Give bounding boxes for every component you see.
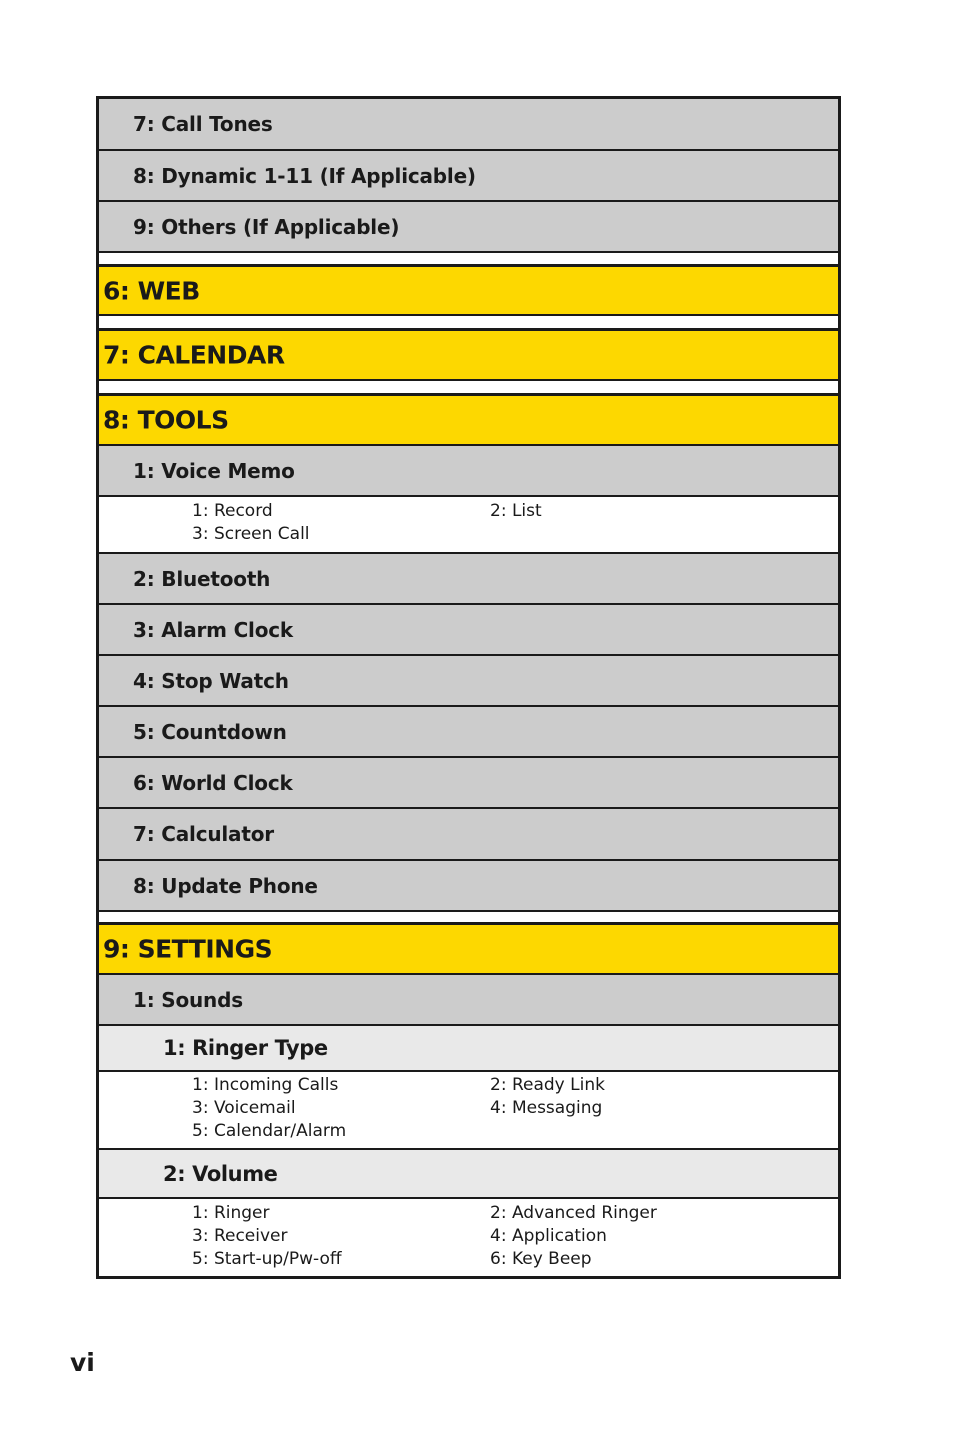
option-calendar-alarm: 5: Calendar/Alarm xyxy=(192,1121,347,1141)
option-receiver: 3: Receiver xyxy=(192,1226,288,1246)
menu-item-label: 3: Alarm Clock xyxy=(133,617,294,642)
menu-item-others xyxy=(99,202,838,253)
menu-item-world-clock xyxy=(99,758,838,809)
menu-item-label: 7: Call Tones xyxy=(133,112,273,136)
page-number: vi xyxy=(70,1348,95,1377)
option-record: 1: Record xyxy=(192,501,273,521)
section-tools xyxy=(99,393,838,446)
submenu-volume xyxy=(99,1150,838,1199)
submenu-ringer-type xyxy=(99,1026,838,1072)
option-screen-call: 3: Screen Call xyxy=(192,524,310,544)
option-ready-link: 2: Ready Link xyxy=(490,1075,605,1095)
menu-map xyxy=(96,96,841,1279)
option-messaging: 4: Messaging xyxy=(490,1098,603,1118)
voice-memo-options xyxy=(99,497,838,554)
menu-item-countdown xyxy=(99,707,838,758)
section-title: 9: SETTINGS xyxy=(103,934,273,964)
option-incoming-calls: 1: Incoming Calls xyxy=(192,1075,339,1095)
section-title: 7: CALENDAR xyxy=(103,340,285,370)
menu-item-label: 9: Others (If Applicable) xyxy=(133,214,400,239)
menu-item-voice-memo xyxy=(99,446,838,497)
menu-item-label: 5: Countdown xyxy=(133,719,287,744)
menu-item-label: 2: Bluetooth xyxy=(133,566,271,591)
submenu-label: 1: Ringer Type xyxy=(163,1036,328,1060)
section-title: 8: TOOLS xyxy=(103,405,229,435)
menu-item-dynamic xyxy=(99,151,838,202)
menu-item-label: 1: Sounds xyxy=(133,987,243,1012)
menu-item-sounds xyxy=(99,975,838,1026)
section-calendar xyxy=(99,328,838,381)
menu-item-update-phone xyxy=(99,861,838,912)
section-title: 6: WEB xyxy=(103,276,200,305)
submenu-label: 2: Volume xyxy=(163,1161,278,1186)
ringer-type-options xyxy=(99,1072,838,1150)
option-start-up-pw-off: 5: Start-up/Pw-off xyxy=(192,1249,342,1269)
menu-item-call-tones xyxy=(99,99,838,151)
option-key-beep: 6: Key Beep xyxy=(490,1249,592,1269)
menu-item-label: 8: Update Phone xyxy=(133,873,318,898)
menu-item-calculator xyxy=(99,809,838,861)
menu-item-label: 6: World Clock xyxy=(133,770,293,795)
option-application: 4: Application xyxy=(490,1226,607,1246)
option-ringer: 1: Ringer xyxy=(192,1203,270,1223)
menu-item-bluetooth xyxy=(99,554,838,605)
section-settings xyxy=(99,922,838,975)
menu-item-label: 1: Voice Memo xyxy=(133,458,295,483)
menu-item-stop-watch xyxy=(99,656,838,707)
option-list: 2: List xyxy=(490,501,542,521)
option-voicemail: 3: Voicemail xyxy=(192,1098,296,1118)
section-web xyxy=(99,264,838,316)
option-advanced-ringer: 2: Advanced Ringer xyxy=(490,1203,657,1223)
volume-options xyxy=(99,1199,838,1276)
menu-item-label: 7: Calculator xyxy=(133,822,274,846)
menu-item-alarm-clock xyxy=(99,605,838,656)
menu-item-label: 8: Dynamic 1-11 (If Applicable) xyxy=(133,163,476,188)
menu-item-label: 4: Stop Watch xyxy=(133,668,289,693)
